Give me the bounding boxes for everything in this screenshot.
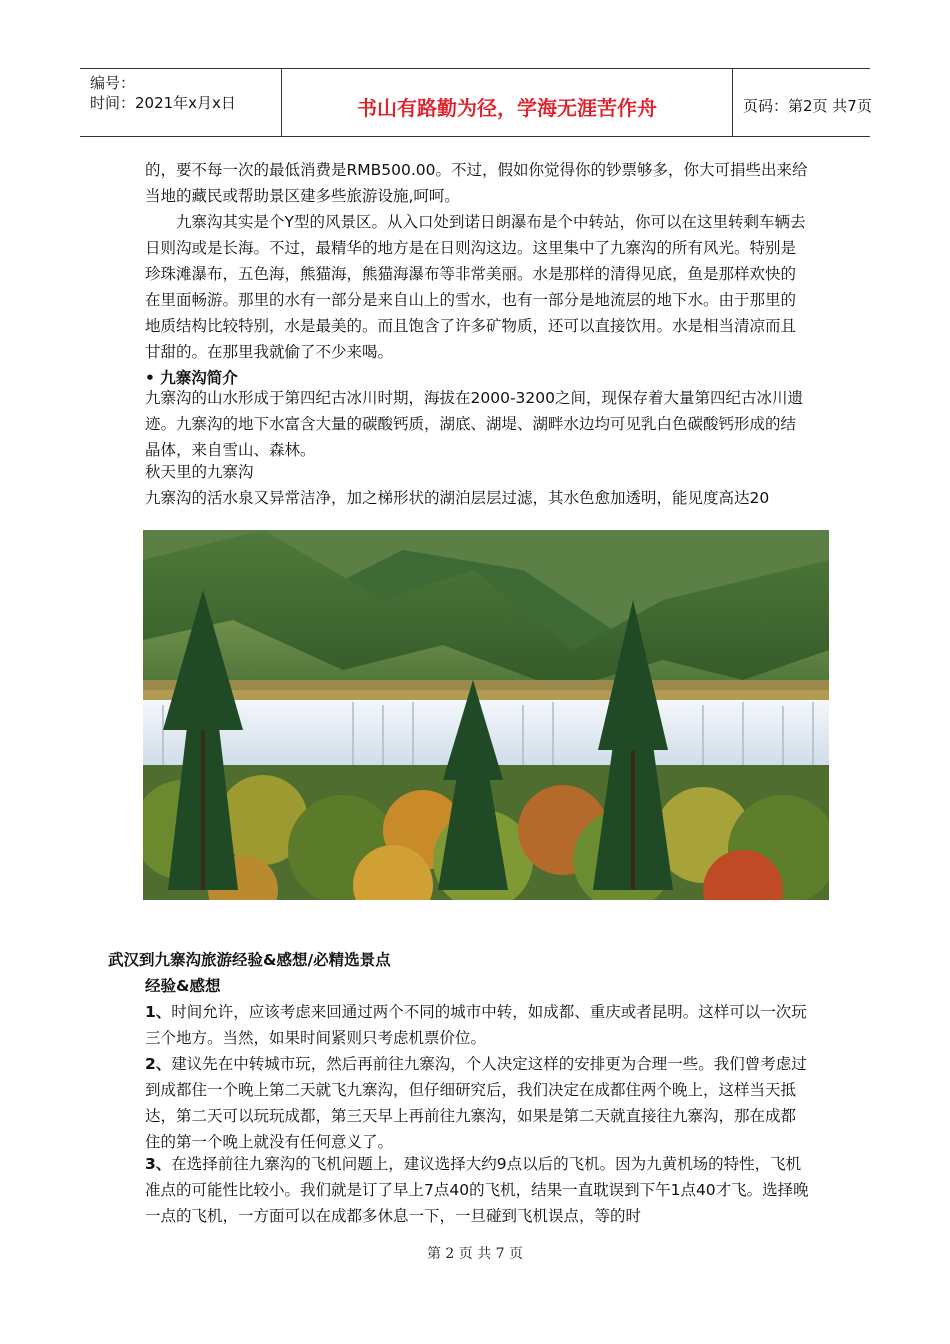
experience-item-text: 在选择前往九寨沟的飞机问题上，建议选择大约9点以后的飞机。因为九黄机场的特性，飞机准点的可能性比较小。我们就是订了早上7点40的飞机，结果一直耽误到下午1点40才飞。选择晚一点的飞机，一方面可以在成都多休息一下，一旦碰到飞机误点，等的时 bbox=[145, 1155, 809, 1225]
header-motto-cell bbox=[282, 69, 733, 136]
section-heading-intro: • 九寨沟简介 bbox=[145, 369, 238, 387]
experience-subtitle: 经验&感想 bbox=[145, 977, 221, 995]
page-header bbox=[80, 68, 870, 137]
document-date-label: 时间：2021年x月x日 bbox=[90, 94, 236, 112]
experience-item-2 bbox=[145, 1051, 810, 1155]
header-motto: 书山有路勤为径，学海无涯苦作舟 bbox=[357, 96, 657, 120]
autumn-body: 九寨沟的活水泉又异常洁净，加之梯形状的湖泊层层过滤，其水色愈加透明，能见度高达20 bbox=[145, 489, 770, 507]
waterfall-photo bbox=[143, 530, 829, 900]
experience-item-number: 1、 bbox=[145, 1003, 172, 1021]
page-footer: 第 2 页 共 7 页 bbox=[426, 1246, 524, 1262]
experience-item-text: 时间允许，应该考虑来回通过两个不同的城市中转，如成都、重庆或者昆明。这样可以一次玩三个地方。当然，如果时间紧则只考虑机票价位。 bbox=[145, 1003, 807, 1047]
experience-item-text: 建议先在中转城市玩，然后再前往九寨沟，个人决定这样的安排更为合理一些。我们曾考虑过到成都住一个晚上第二天就飞九寨沟，但仔细研究后，我们决定在成都住两个晚上，这样当天抵达，第二天可以玩玩成都，第三天早上再前往九寨沟，如果是第二天就直接往九寨沟，那在成都住的第一个晚上就没有任何意义了。 bbox=[145, 1055, 807, 1151]
header-page-cell bbox=[733, 69, 870, 136]
document-number-label: 编号： bbox=[90, 74, 136, 92]
experience-item-number: 3、 bbox=[145, 1155, 172, 1173]
experience-item-1 bbox=[145, 999, 810, 1051]
experience-item-number: 2、 bbox=[145, 1055, 172, 1073]
experience-item-3 bbox=[145, 1151, 810, 1229]
header-meta-cell bbox=[80, 69, 282, 136]
experience-title: 武汉到九寨沟旅游经验&感想/必精选景点 bbox=[108, 951, 391, 969]
intro-paragraph-1: 的，要不每一次的最低消费是RMB500.00。不过，假如你觉得你的钞票够多，你大可捐些出来给当地的藏民或帮助景区建多些旅游设施,呵呵。 bbox=[145, 161, 808, 205]
autumn-title: 秋天里的九寨沟 bbox=[145, 463, 254, 481]
header-page-code: 页码：第2页 共7页 bbox=[743, 97, 872, 115]
intro-paragraph-2: 九寨沟其实是个Y型的风景区。从入口处到诺日朗瀑布是个中转站，你可以在这里转剩车辆去日则沟或是长海。不过，最精华的地方是在日则沟这边。这里集中了九寨沟的所有风光。特别是珍珠滩瀑布，五色海，熊猫海，熊猫海瀑布等非常美丽。水是那样的清得见底，鱼是那样欢快的在里面畅游。那里的水有一部分是来自山上的雪水，也有一部分是地流层的地下水。由于那里的地质结构比较特别，水是最美的。而且饱含了许多矿物质，还可以直接饮用。水是相当清凉而且甘甜的。在那里我就偷了不少来喝。 bbox=[145, 213, 806, 361]
intro-section-body: 九寨沟的山水形成于第四纪古冰川时期，海拔在2000-3200之间，现保存着大量第四纪古冰川遗迹。九寨沟的地下水富含大量的碳酸钙质，湖底、湖堤、湖畔水边均可见乳白色碳酸钙形成的结晶体，来自雪山、森林。 bbox=[145, 389, 803, 459]
